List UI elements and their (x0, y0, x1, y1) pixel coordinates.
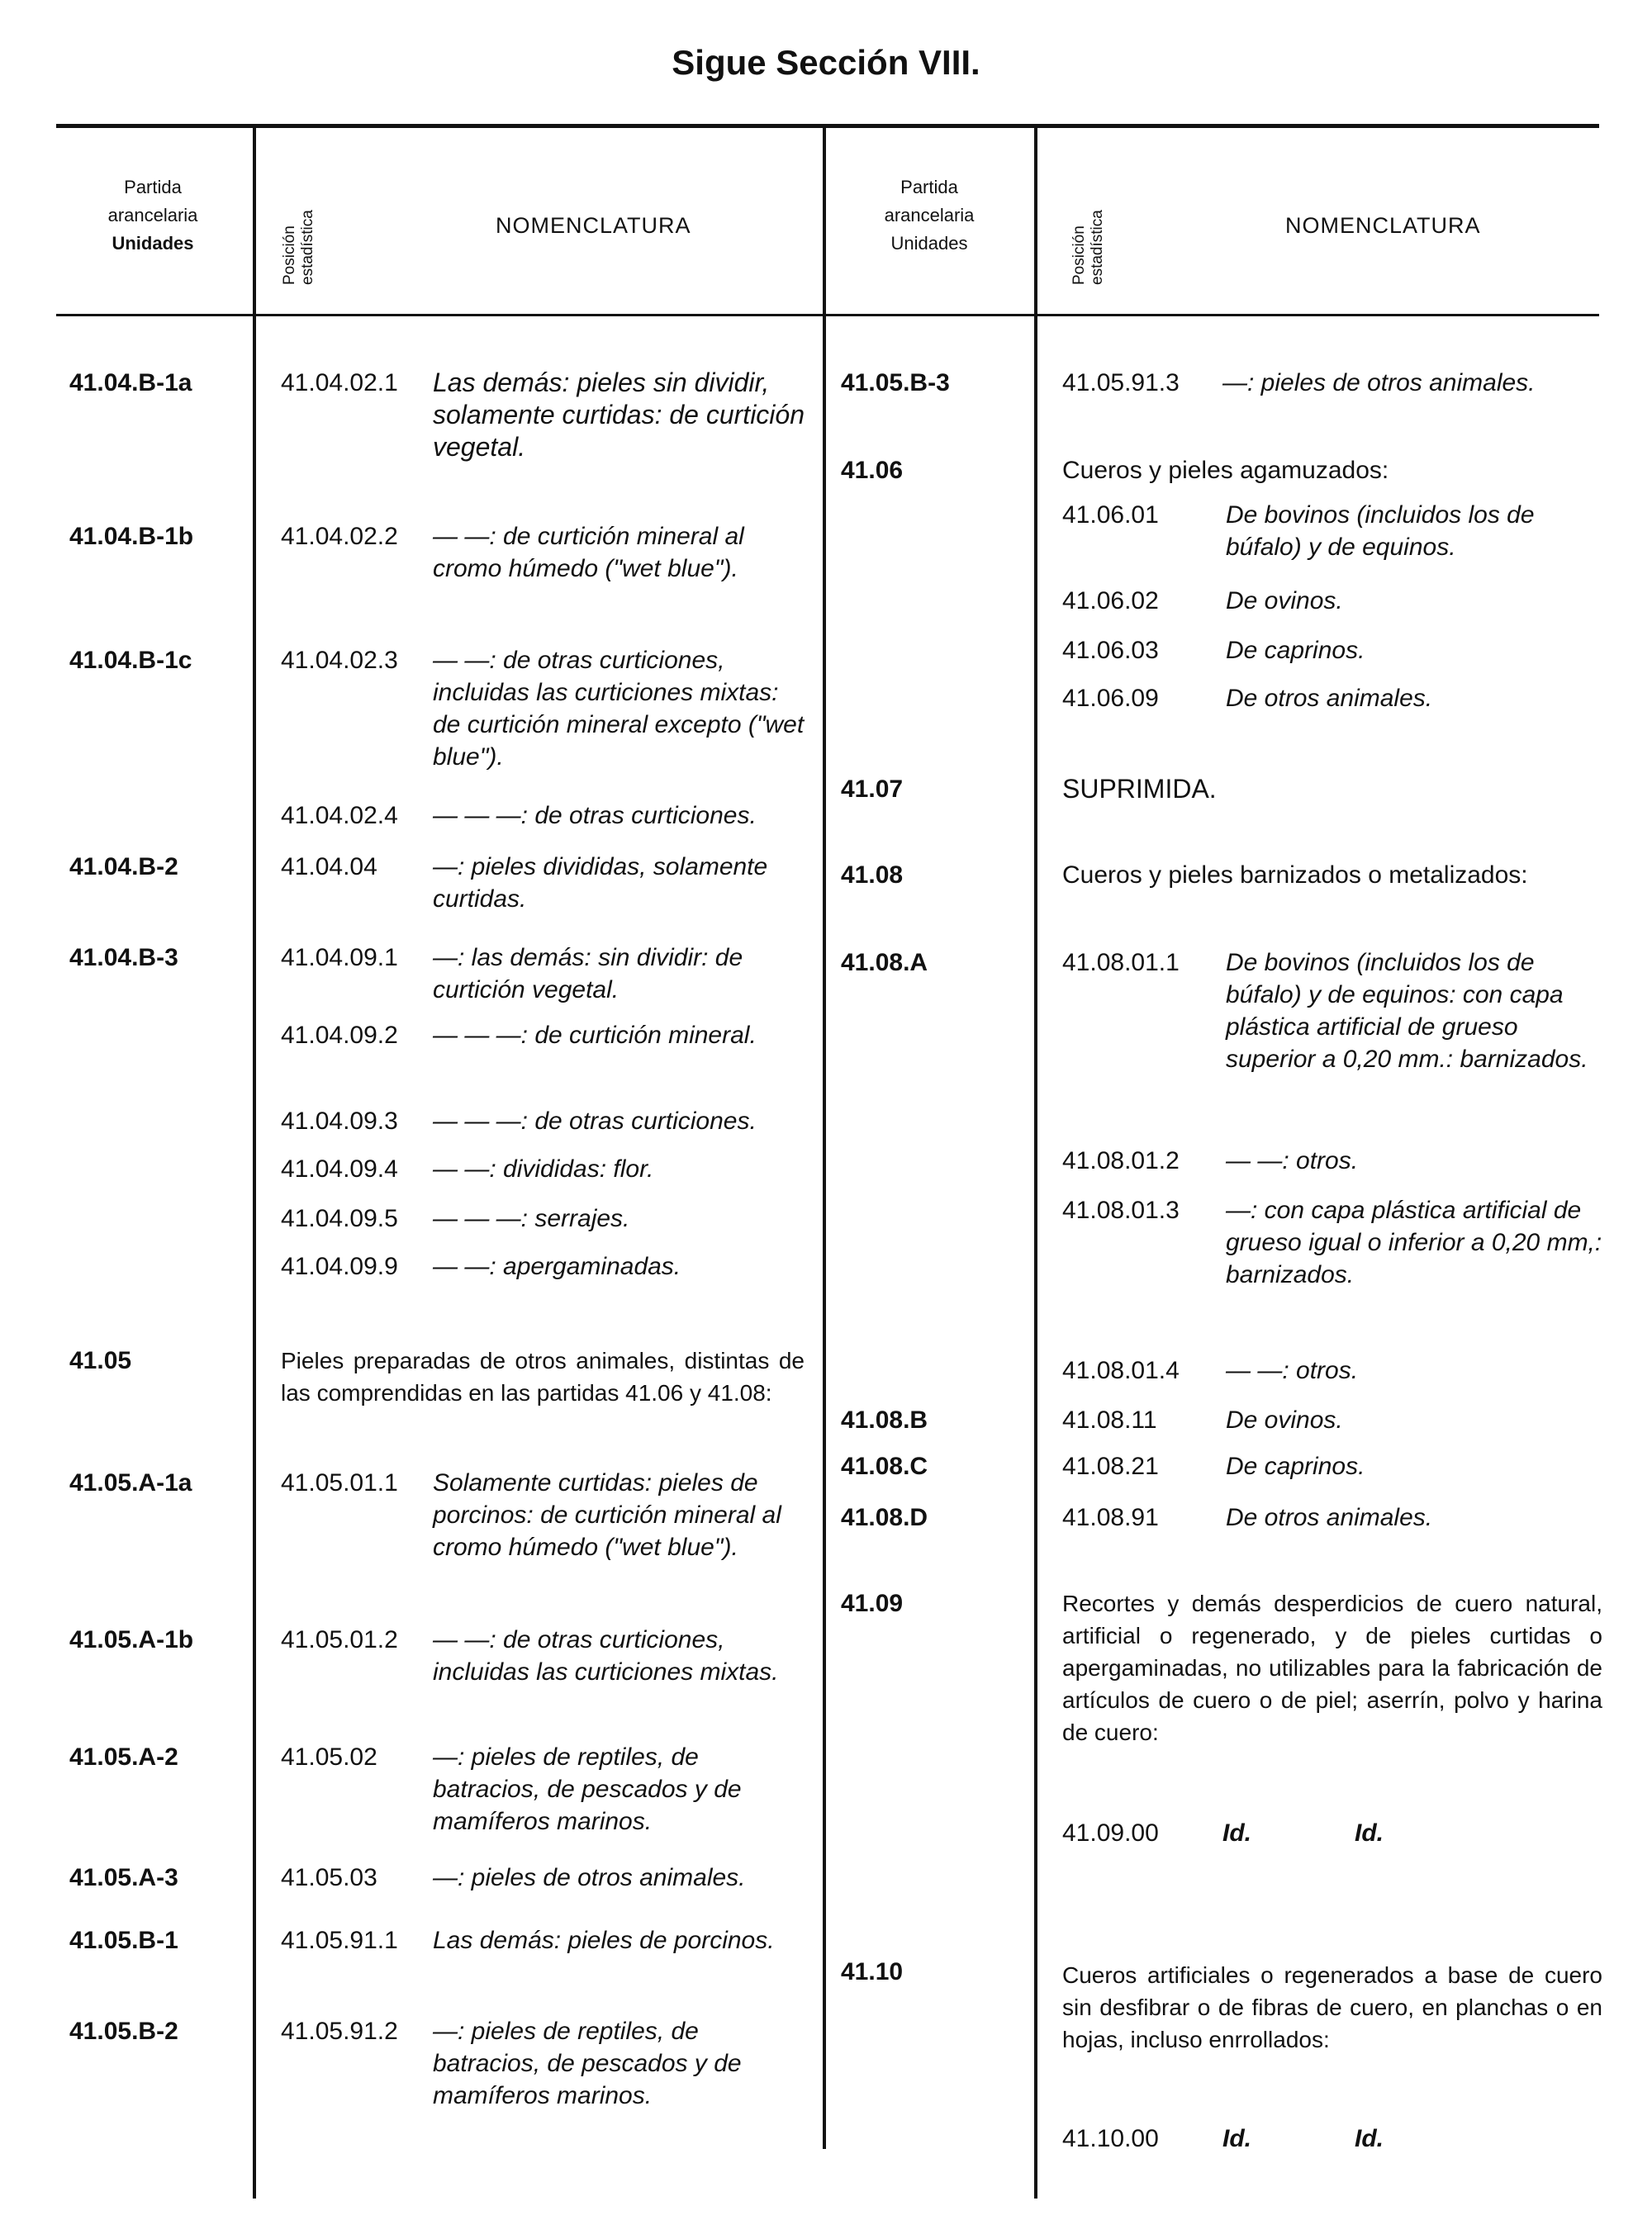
partida-code: 41.08.D (841, 1504, 928, 1531)
partida-code: 41.04.B-3 (69, 944, 178, 971)
nomenclatura-text: De ovinos. (1226, 587, 1343, 614)
partida-code: 41.05.A-2 (69, 1743, 178, 1771)
header-partida-line: arancelaria (884, 205, 975, 225)
unidades-id: Id. (1355, 1819, 1384, 1847)
nomenclatura-text: Las demás: pieles de porcinos. (433, 1927, 775, 1954)
header-partida-line: Unidades (890, 233, 968, 254)
top-rule (56, 124, 1599, 128)
posicion-code: 41.08.01.3 (1062, 1197, 1180, 1224)
partida-code: 41.09 (841, 1590, 904, 1617)
partida-4110-text: Cueros artificiales o regenerados a base de cuero sin desfibrar o de fibras de cuero, en planchas o en hojas, incluso enrrollados: (1062, 1962, 1602, 2052)
partida-code: 41.05.B-1 (69, 1927, 178, 1954)
nomenclatura-text: De bovinos (incluidos los de búfalo) y de equinos. (1226, 501, 1535, 561)
partida-4107-text: SUPRIMIDA. (1062, 774, 1217, 804)
nomenclatura-text: — — —: de curtición mineral. (433, 1022, 757, 1049)
partida-4105-text: Pieles preparadas de otros animales, distintas de las comprendidas en las partidas 41.06 y 41.08: (281, 1348, 805, 1406)
partida-code: 41.04.B-1c (69, 647, 192, 674)
partida-code: 41.08.B (841, 1406, 928, 1434)
posicion-code: 41.10.00 (1062, 2125, 1159, 2152)
posicion-code: 41.05.02 (281, 1743, 377, 1771)
partida-4109-text: Recortes y demás desperdicios de cuero natural, artificial o regenerado, y de pieles curtidas o apergaminadas, no utilizables para la fabricación de artículos de cuero o de piel; aserrín, polvo y harina de cuero: (1062, 1591, 1602, 1745)
nomenclatura-text: —: las demás: sin dividir: de curtición vegetal. (433, 944, 743, 1003)
posicion-code: 41.08.01.4 (1062, 1357, 1180, 1384)
posicion-code: 41.08.21 (1062, 1453, 1159, 1480)
posicion-code: 41.04.09.5 (281, 1205, 398, 1232)
nomenclatura-text: De caprinos. (1226, 637, 1365, 664)
nomenclatura-text: — — —: serrajes. (433, 1205, 630, 1232)
posicion-code: 41.06.09 (1062, 685, 1159, 712)
header-nomenclatura-right: NOMENCLATURA (1285, 213, 1481, 238)
posicion-code: 41.06.03 (1062, 637, 1159, 664)
posicion-code: 41.04.04 (281, 853, 377, 880)
posicion-code: 41.05.03 (281, 1864, 377, 1891)
column-divider-2 (823, 126, 826, 2149)
posicion-code: 41.04.09.9 (281, 1253, 398, 1280)
nomenclatura-text: — —: de otras curticiones, incluidas las curticiones mixtas. (433, 1626, 779, 1686)
nomenclatura-text: — —: de curtición mineral al cromo húmedo ("wet blue"). (433, 523, 744, 582)
posicion-code: 41.04.09.2 (281, 1022, 398, 1049)
nomenclatura-text: — —: apergaminadas. (433, 1253, 681, 1280)
posicion-code: 41.09.00 (1062, 1819, 1159, 1847)
header-partida-right (834, 173, 1024, 258)
partida-code: 41.08 (841, 861, 904, 889)
nomenclatura-text: Las demás: pieles sin dividir, solamente curtidas: de curtición vegetal. (433, 368, 805, 462)
partida-code: 41.04.B-2 (69, 853, 178, 880)
header-posicion-line: estadística (299, 210, 316, 285)
nomenclatura-text: — — —: de otras curticiones. (433, 802, 757, 829)
posicion-code: 41.05.01.2 (281, 1626, 398, 1653)
partida-code: 41.04.B-1b (69, 523, 194, 550)
posicion-code: 41.05.91.2 (281, 2018, 398, 2045)
nomenclatura-text: —: pieles de otros animales. (433, 1864, 746, 1891)
unidades-id: Id. (1355, 2125, 1384, 2152)
nomenclatura-text: De caprinos. (1226, 1453, 1365, 1480)
nomenclatura-text: — —: de otras curticiones, incluidas las curticiones mixtas: de curtición mineral excepto ("wet blue"). (433, 647, 805, 771)
header-posicion-left (281, 210, 317, 285)
header-posicion-line: Posición (281, 225, 298, 285)
posicion-code: 41.06.02 (1062, 587, 1159, 614)
nomenclatura-text: — —: divididas: flor. (433, 1155, 654, 1183)
header-partida-line: Partida (900, 177, 958, 197)
nomenclatura-text: — —: otros. (1226, 1357, 1359, 1384)
partida-code: 41.10 (841, 1958, 904, 1985)
posicion-code: 41.04.09.1 (281, 944, 398, 971)
nomenclatura-text: De otros animales. (1226, 1504, 1433, 1531)
posicion-code: 41.04.02.4 (281, 802, 398, 829)
header-partida-line: Unidades (112, 233, 194, 254)
partida-4108-text: Cueros y pieles barnizados o metalizados: (1062, 861, 1528, 889)
posicion-code: 41.04.09.4 (281, 1155, 398, 1183)
partida-code: 41.05.A-3 (69, 1864, 178, 1891)
partida-code: 41.06 (841, 457, 904, 484)
nomenclatura-text: Solamente curtidas: pieles de porcinos: de curtición mineral al cromo húmedo ("wet blue"). (433, 1469, 781, 1561)
posicion-code: 41.05.01.1 (281, 1469, 398, 1497)
header-posicion-line: Posición (1070, 225, 1088, 285)
partida-code: 41.07 (841, 776, 904, 803)
header-partida-line: Partida (124, 177, 182, 197)
nomenclatura-text: —: pieles divididas, solamente curtidas. (433, 853, 768, 913)
posicion-code: 41.04.02.2 (281, 523, 398, 550)
posicion-code: 41.08.01.2 (1062, 1147, 1180, 1174)
partida-code: 41.05.A-1a (69, 1469, 192, 1497)
posicion-code: 41.08.11 (1062, 1406, 1157, 1434)
header-posicion-right (1070, 210, 1107, 285)
posicion-code: 41.08.91 (1062, 1504, 1159, 1531)
partida-code: 41.05 (69, 1347, 132, 1374)
posicion-code: 41.05.91.3 (1062, 369, 1180, 396)
nomenclatura-text: De otros animales. (1226, 685, 1433, 712)
unidades-id: Id. (1222, 1819, 1251, 1847)
header-partida-line: arancelaria (107, 205, 198, 225)
nomenclatura-text: —: pieles de reptiles, de batracios, de pescados y de mamíferos marinos. (433, 1743, 742, 1835)
page-title: Sigue Sección VIII. (672, 43, 980, 82)
partida-code: 41.08.C (841, 1453, 928, 1480)
header-partida-left (66, 173, 240, 258)
partida-code: 41.08.A (841, 949, 928, 976)
header-bottom-rule (56, 314, 1599, 316)
header-nomenclatura-left: NOMENCLATURA (496, 213, 691, 238)
posicion-code: 41.06.01 (1062, 501, 1159, 529)
column-divider-3 (1034, 126, 1037, 2199)
header-posicion-line: estadística (1089, 210, 1106, 285)
nomenclatura-text: —: pieles de reptiles, de batracios, de pescados y de mamíferos marinos. (433, 2018, 742, 2109)
posicion-code: 41.08.01.1 (1062, 949, 1180, 976)
nomenclatura-text: De bovinos (incluidos los de búfalo) y de equinos: con capa plástica artificial de grueso superior a 0,20 mm.: barnizados. (1226, 949, 1588, 1073)
partida-4106-text: Cueros y pieles agamuzados: (1062, 457, 1389, 484)
nomenclatura-text: — —: otros. (1226, 1147, 1359, 1174)
partida-code: 41.05.A-1b (69, 1626, 194, 1653)
unidades-id: Id. (1222, 2125, 1251, 2152)
partida-code: 41.05.B-3 (841, 369, 950, 396)
posicion-code: 41.04.09.3 (281, 1108, 398, 1135)
nomenclatura-text: De ovinos. (1226, 1406, 1343, 1434)
posicion-code: 41.04.02.1 (281, 369, 398, 396)
nomenclatura-text: — — —: de otras curticiones. (433, 1108, 757, 1135)
posicion-code: 41.04.02.3 (281, 647, 398, 674)
posicion-code: 41.05.91.1 (281, 1927, 398, 1954)
nomenclatura-text: —: con capa plástica artificial de grueso igual o inferior a 0,20 mm,: barnizados. (1226, 1197, 1602, 1288)
column-divider-1 (253, 126, 256, 2199)
partida-code: 41.05.B-2 (69, 2018, 178, 2045)
partida-code: 41.04.B-1a (69, 369, 192, 396)
nomenclatura-text: —: pieles de otros animales. (1222, 369, 1536, 396)
